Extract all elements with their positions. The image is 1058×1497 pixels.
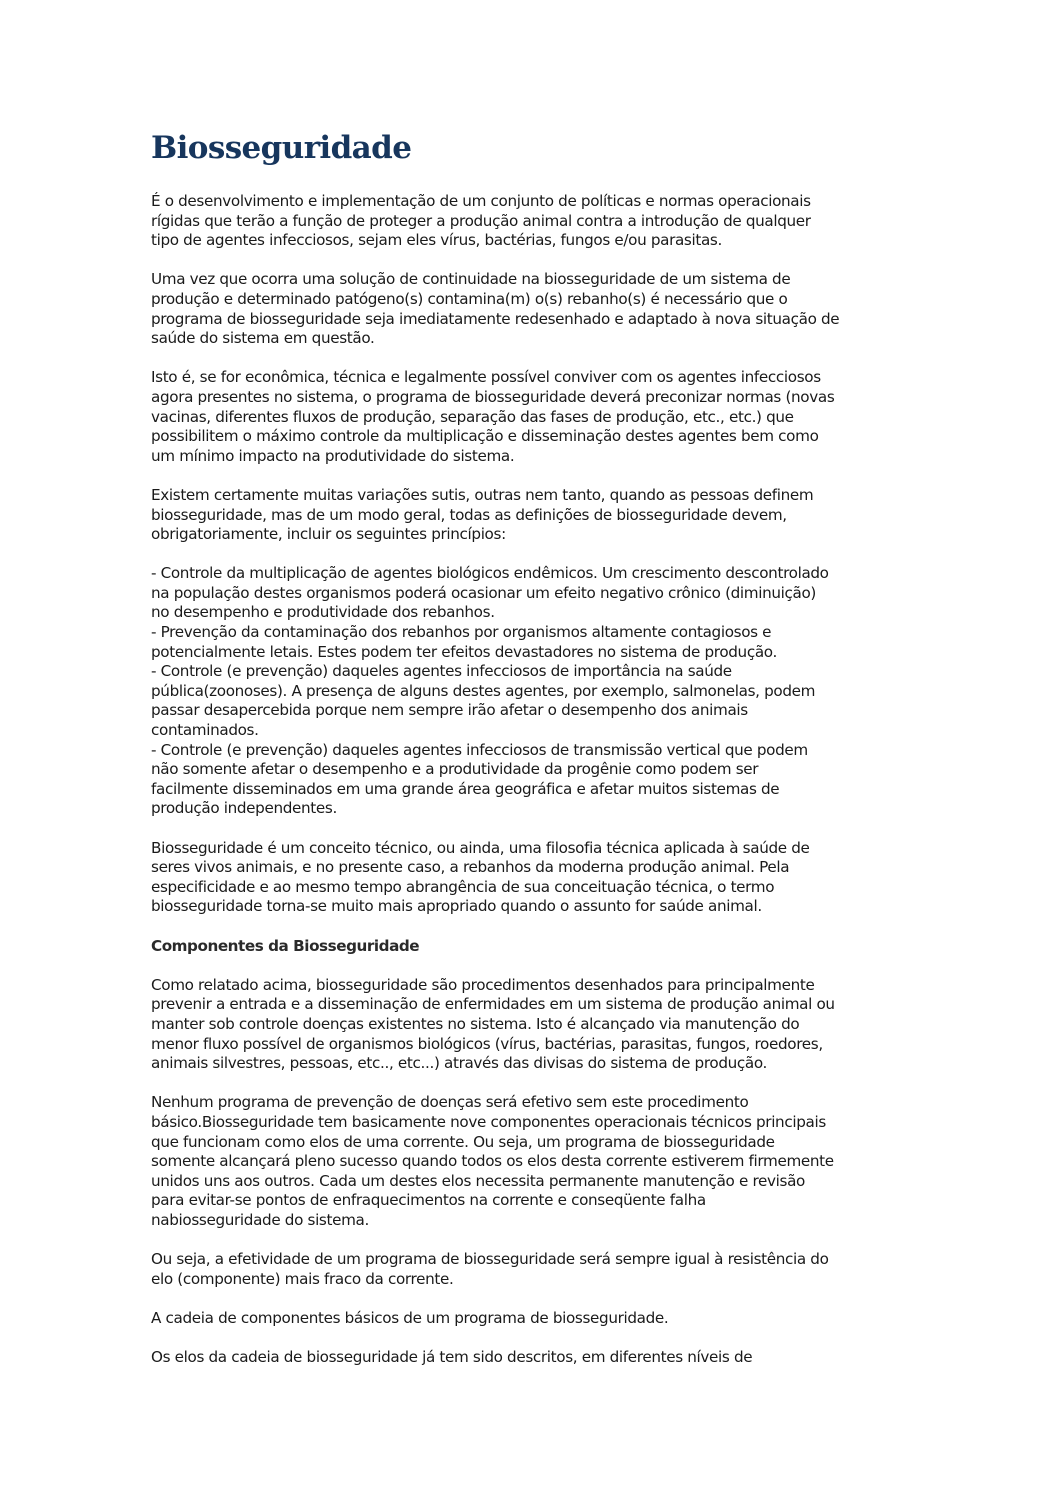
paragraph-chain-components bbox=[151, 1093, 931, 1230]
document-title: Biosseguridade bbox=[151, 130, 412, 166]
text-line: produção independentes. bbox=[151, 799, 337, 818]
principle-item bbox=[151, 662, 931, 740]
paragraph-chain-caption bbox=[151, 1309, 931, 1329]
text-line: - Controle (e prevenção) daqueles agentes infecciosos de transmissão vertical que podem bbox=[151, 740, 808, 759]
paragraph-coexistence bbox=[151, 368, 931, 466]
text-line: nabiosseguridade do sistema. bbox=[151, 1210, 369, 1229]
paragraph-definition bbox=[151, 192, 931, 251]
text-line: potencialmente letais. Estes podem ter efeitos devastadores no sistema de produção. bbox=[151, 642, 777, 661]
text-line: facilmente disseminados em uma grande área geográfica e afetar muitos sistemas de bbox=[151, 779, 780, 798]
text-line: rígidas que terão a função de proteger a produção animal contra a introdução de qualquer bbox=[151, 211, 811, 230]
text-line: possibilitem o máximo controle da multiplicação e disseminação destes agentes bem como bbox=[151, 427, 819, 446]
paragraph-procedures bbox=[151, 976, 931, 1074]
text-line: Isto é, se for econômica, técnica e legalmente possível conviver com os agentes infecciosos bbox=[151, 368, 821, 387]
text-line: A cadeia de componentes básicos de um programa de biosseguridade. bbox=[151, 1308, 669, 1327]
text-line: menor fluxo possível de organismos biológicos (vírus, bactérias, parasitas, fungos, roedores, bbox=[151, 1034, 823, 1053]
principles-list bbox=[151, 564, 931, 819]
text-line: seres vivos animais, e no presente caso, a rebanhos da moderna produção animal. Pela bbox=[151, 858, 790, 877]
text-line: contaminados. bbox=[151, 721, 259, 740]
text-line: saúde do sistema em questão. bbox=[151, 329, 375, 348]
text-line: Os elos da cadeia de biosseguridade já tem sido descritos, em diferentes níveis de bbox=[151, 1348, 753, 1367]
text-line: produção e determinado patógeno(s) contamina(m) o(s) rebanho(s) é necessário que o bbox=[151, 289, 788, 308]
text-line: - Prevenção da contaminação dos rebanhos por organismos altamente contagiosos e bbox=[151, 623, 772, 642]
text-line: pública(zoonoses). A presença de alguns destes agentes, por exemplo, salmonelas, podem bbox=[151, 681, 816, 700]
text-line: que funcionam como elos de uma corrente. Ou seja, um programa de biosseguridade bbox=[151, 1132, 775, 1151]
paragraph-weakest-link bbox=[151, 1250, 931, 1289]
text-line: Uma vez que ocorra uma solução de continuidade na biosseguridade de um sistema de bbox=[151, 270, 791, 289]
text-line: É o desenvolvimento e implementação de um conjunto de políticas e normas operacionais bbox=[151, 192, 811, 210]
text-line: Ou seja, a efetividade de um programa de biosseguridade será sempre igual à resistência do bbox=[151, 1250, 829, 1269]
text-line: agora presentes no sistema, o programa de biosseguridade deverá preconizar normas (novas bbox=[151, 387, 835, 406]
text-line: - Controle (e prevenção) daqueles agentes infecciosos de importância na saúde bbox=[151, 662, 732, 681]
text-line: na população destes organismos poderá ocasionar um efeito negativo crônico (diminuição) bbox=[151, 583, 817, 602]
text-line: Existem certamente muitas variações sutis, outras nem tanto, quando as pessoas definem bbox=[151, 485, 814, 504]
section-heading: Componentes da Biosseguridade bbox=[151, 936, 420, 955]
text-line: básico.Biosseguridade tem basicamente nove componentes operacionais técnicos principais bbox=[151, 1112, 826, 1131]
text-line: no desempenho e produtividade dos rebanhos. bbox=[151, 603, 495, 622]
text-line: tipo de agentes infecciosos, sejam eles vírus, bactérias, fungos e/ou parasitas. bbox=[151, 231, 722, 250]
text-line: - Controle da multiplicação de agentes biológicos endêmicos. Um crescimento descontrolado bbox=[151, 564, 829, 583]
paragraph-chain-links bbox=[151, 1348, 931, 1368]
paragraph-definitions-variation bbox=[151, 486, 931, 545]
text-line: elo (componente) mais fraco da corrente. bbox=[151, 1269, 454, 1288]
text-line: somente alcançará pleno sucesso quando todos os elos desta corrente estiverem firmemente bbox=[151, 1152, 834, 1171]
text-line: prevenir a entrada e a disseminação de enfermidades em um sistema de produção animal ou bbox=[151, 995, 835, 1014]
text-line: animais silvestres, pessoas, etc.., etc...) através das divisas do sistema de produção. bbox=[151, 1054, 768, 1073]
document-page bbox=[151, 128, 931, 1368]
text-line: unidos uns aos outros. Cada um destes elos necessita permanente manutenção e revisão bbox=[151, 1171, 805, 1190]
text-line: Nenhum programa de prevenção de doenças será efetivo sem este procedimento bbox=[151, 1093, 749, 1112]
text-line: Como relatado acima, biosseguridade são procedimentos desenhados para principalmente bbox=[151, 975, 815, 994]
text-line: não somente afetar o desempenho e a produtividade da progênie como podem ser bbox=[151, 760, 759, 779]
text-line: passar desapercebida porque nem sempre irão afetar o desempenho dos animais bbox=[151, 701, 748, 720]
text-line: vacinas, diferentes fluxos de produção, separação das fases de produção, etc., etc.) que bbox=[151, 407, 794, 426]
principle-item bbox=[151, 741, 931, 819]
paragraph-technical-concept bbox=[151, 839, 931, 917]
text-line: manter sob controle doenças existentes no sistema. Isto é alcançado via manutenção do bbox=[151, 1014, 800, 1033]
text-line: programa de biosseguridade seja imediatamente redesenhado e adaptado à nova situação de bbox=[151, 309, 840, 328]
text-line: obrigatoriamente, incluir os seguintes princípios: bbox=[151, 525, 506, 544]
text-line: biosseguridade, mas de um modo geral, todas as definições de biosseguridade devem, bbox=[151, 505, 787, 524]
principle-item bbox=[151, 623, 931, 662]
text-line: especificidade e ao mesmo tempo abrangência de sua conceituação técnica, o termo bbox=[151, 877, 775, 896]
text-line: para evitar-se pontos de enfraquecimentos na corrente e conseqüente falha bbox=[151, 1191, 706, 1210]
principle-item bbox=[151, 564, 931, 623]
paragraph-continuity bbox=[151, 270, 931, 348]
text-line: Biosseguridade é um conceito técnico, ou ainda, uma filosofia técnica aplicada à saúde de bbox=[151, 838, 810, 857]
text-line: um mínimo impacto na produtividade do sistema. bbox=[151, 446, 515, 465]
text-line: biosseguridade torna-se muito mais apropriado quando o assunto for saúde animal. bbox=[151, 897, 762, 916]
